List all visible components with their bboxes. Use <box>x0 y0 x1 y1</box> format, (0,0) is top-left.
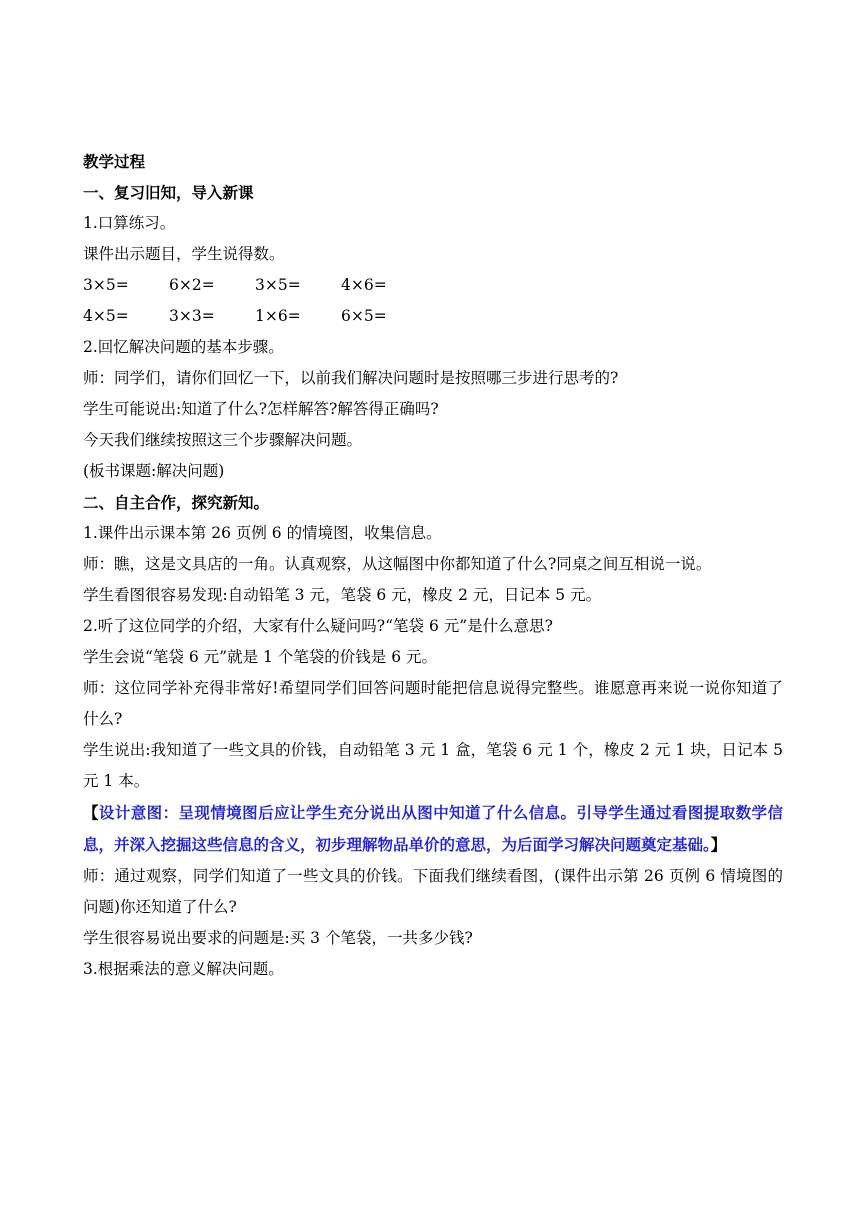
formula: 3×5= <box>255 276 301 294</box>
student-line: 学生可能说出:知道了什么?怎样解答?解答得正确吗? <box>83 400 439 418</box>
design-intent-text: 设计意图：呈现情境图后应让学生充分说出从图中知道了什么信息。引导学生通过看图提取数学信息，并深入挖掘这些信息的含义，初步理解物品单价的意思，为后面学习解决问题奠定基础。 <box>83 803 783 854</box>
section1-heading: 一、复习旧知，导入新课 <box>83 183 254 202</box>
section2-item3: 3.根据乘法的意义解决问题。 <box>83 960 284 978</box>
teacher-line: 师：瞧，这是文具店的一角。认真观察，从这幅图中你都知道了什么?同桌之间互相说一说。 <box>83 555 712 573</box>
section2-item1: 1.课件出示课本第 26 页例 6 的情境图，收集信息。 <box>83 524 442 542</box>
section1-item1-desc: 课件出示题目，学生说得数。 <box>83 245 285 263</box>
formula-row-2 <box>83 301 783 332</box>
formula: 6×2= <box>169 276 215 294</box>
design-open-bracket: 【 <box>83 803 99 822</box>
student-line: 学生看图很容易发现:自动铅笔 3 元，笔袋 6 元，橡皮 2 元，日记本 5 元。 <box>83 586 602 604</box>
formula: 6×5= <box>341 307 387 325</box>
section2-heading: 二、自主合作，探究新知。 <box>83 493 270 512</box>
section2-item2: 2.听了这位同学的介绍，大家有什么疑问吗?“笔袋 6 元”是什么意思? <box>83 617 553 635</box>
formula: 3×5= <box>83 276 129 294</box>
teacher-line: 师：这位同学补充得非常好!希望同学们回答问题时能把信息说得完整些。谁愿意再来说一说你知道了什么? <box>83 679 783 728</box>
section1-item1: 1.口算练习。 <box>83 214 176 232</box>
section-title: 教学过程 <box>83 152 146 171</box>
student-line: 学生很容易说出要求的问题是:买 3 个笔袋，一共多少钱? <box>83 929 473 947</box>
student-line: 学生会说“笔袋 6 元”就是 1 个笔袋的价钱是 6 元。 <box>83 648 437 666</box>
formula: 4×6= <box>341 276 387 294</box>
formula-row-1 <box>83 270 783 301</box>
teacher-line: 师：通过观察，同学们知道了一些文具的价钱。下面我们继续看图，(课件出示第 26 页例 6 情境图的问题)你还知道了什么? <box>83 867 783 916</box>
teacher-line: 师：同学们，请你们回忆一下，以前我们解决问题时是按照哪三步进行思考的? <box>83 369 619 387</box>
design-intent <box>83 797 783 861</box>
formula: 1×6= <box>255 307 301 325</box>
section1-item2: 2.回忆解决问题的基本步骤。 <box>83 338 284 356</box>
document-body <box>83 146 783 985</box>
board-note: (板书课题:解决问题) <box>83 462 225 480</box>
student-line: 学生说出:我知道了一些文具的价钱，自动铅笔 3 元 1 盒，笔袋 6 元 1 个，橡皮 2 元 1 块，日记本 5 元 1 本。 <box>83 741 783 790</box>
today-line: 今天我们继续按照这三个步骤解决问题。 <box>83 431 363 449</box>
formula: 4×5= <box>83 307 129 325</box>
design-close-bracket: 】 <box>710 835 727 854</box>
formula: 3×3= <box>169 307 215 325</box>
